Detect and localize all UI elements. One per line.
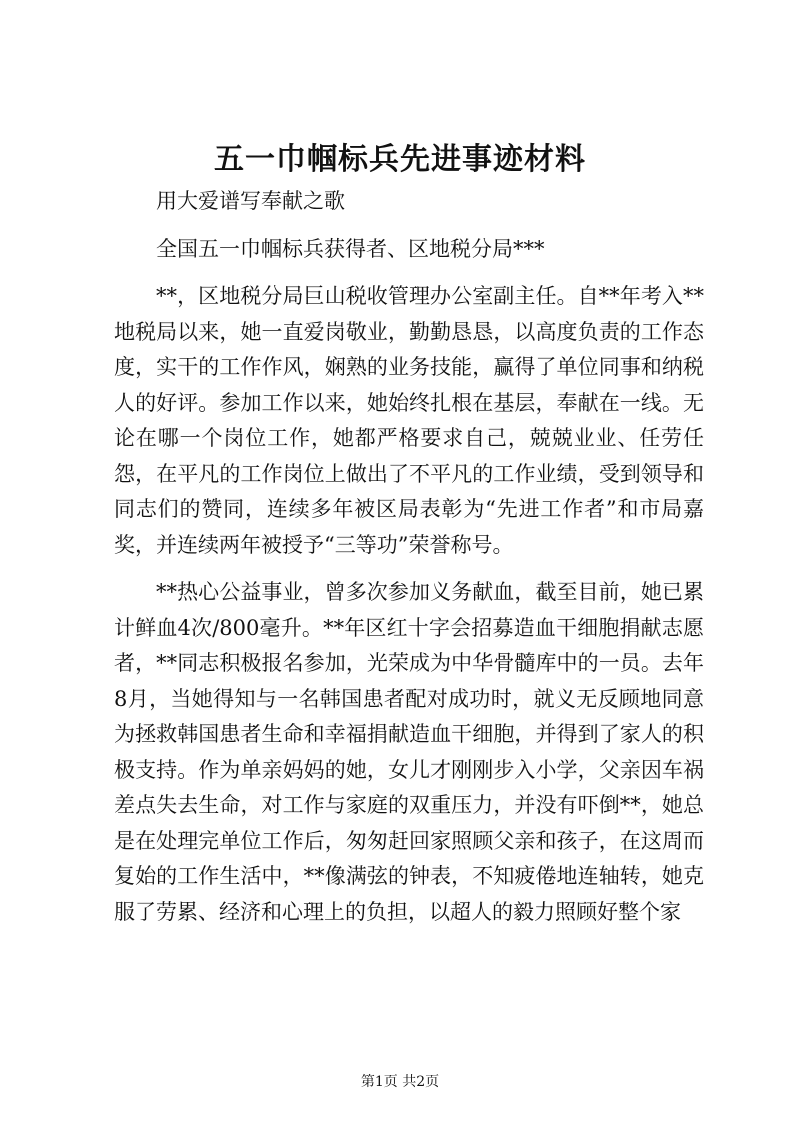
author-line: 全国五一巾帼标兵获得者、区地税分局*** <box>156 236 545 261</box>
document-body <box>114 184 704 942</box>
document-title: 五一巾帼标兵先进事迹材料 <box>214 142 586 177</box>
paragraph-1: **，区地税分局巨山税收管理办公室副主任。自**年考入**地税局以来，她一直爱岗敬业，勤勤恳恳，以高度负责的工作态度，实干的工作作风，娴熟的业务技能，赢得了单位同事和纳税人的好评。参加工作以来，她始终扎根在基层，奉献在一线。无论在哪一个岗位工作，她都严格要求自己，兢兢业业、任劳任怨，在平凡的工作岗位上做出了不平凡的工作业绩，受到领导和同志们的赞同，连续多年被区局表彰为“先进工作者”和市局嘉奖，并连续两年被授予“三等功”荣誉称号。 <box>114 284 704 557</box>
page-footer: 第1页 共2页 <box>360 1074 440 1090</box>
subtitle-line: 用大爱谱写奉献之歌 <box>156 189 345 213</box>
paragraph-2: **热心公益事业，曾多次参加义务献血，截至目前，她已累计鲜血4次/800毫升。**年区红十字会招募造血干细胞捐献志愿者，**同志积极报名参加，光荣成为中华骨髓库中的一员。去年8月，当她得知与一名韩国患者配对成功时，就义无反顾地同意为拯救韩国患者生命和幸福捐献造血干细胞，并得到了家人的积极支持。作为单亲妈妈的她，女儿才刚刚步入小学，父亲因车祸差点失去生命，对工作与家庭的双重压力，并没有吓倒**，她总是在处理完单位工作后，匆匆赶回家照顾父亲和孩子，在这周而复始的工作生活中，**像满弦的钟表，不知疲倦地连轴转，她克服了劳累、经济和心理上的负担，以超人的毅力照顾好整个家 <box>114 580 704 924</box>
